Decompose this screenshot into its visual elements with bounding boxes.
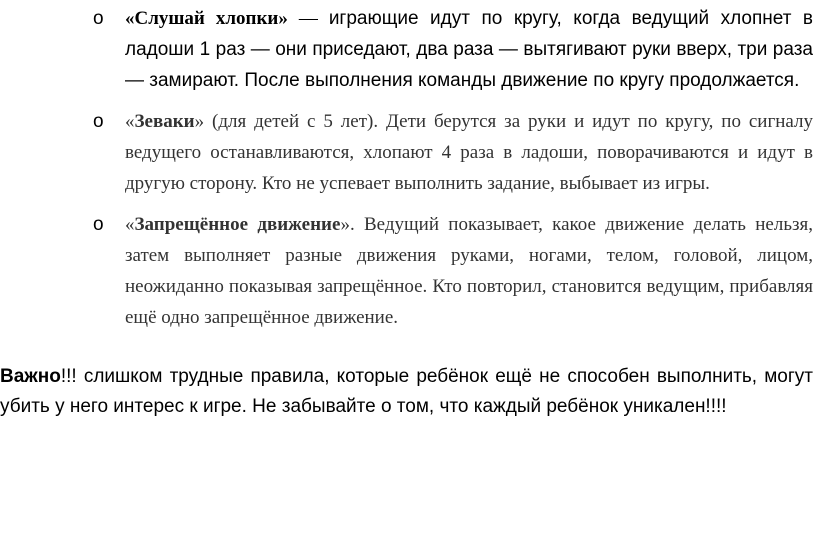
- bullet-marker: o: [93, 8, 104, 29]
- important-text: слишком трудные правила, которые ребёнок ещё не способен выполнить, могут убить у него интерес к игре. Не забывайте о том, что каждый ребёнок уникален!!!!: [0, 366, 813, 417]
- game-description: (для детей с 5 лет). Дети берутся за руки и идут по кругу, по сигналу ведущего останавливаются, хлопают 4 раза в ладоши, поворачиваются и идут в другую сторону. Кто не успевает выполнить задание, выбывает из игры.: [125, 111, 813, 194]
- quote-open: «: [125, 111, 135, 132]
- quote-open: «: [125, 214, 135, 235]
- list-item-text: [125, 3, 813, 96]
- list-item-text: [125, 106, 813, 199]
- game-title: Зеваки: [134, 111, 195, 132]
- game-rules-list: [0, 3, 816, 343]
- list-item: [0, 3, 816, 96]
- bullet-marker: o: [93, 214, 104, 235]
- dash: —: [287, 8, 329, 29]
- list-item: [0, 106, 816, 199]
- important-label: Важно: [0, 366, 61, 387]
- game-title: «Слушай хлопки»: [125, 8, 288, 29]
- list-item-text: [125, 209, 813, 333]
- important-note: [0, 362, 813, 422]
- game-description: играющие идут по кругу, когда ведущий хлопнет в ладоши 1 раз — они приседают, два раза — вытягивают руки вверх, три раза — замирают. После выполнения команды движение по кругу продолжается.: [125, 8, 813, 91]
- game-title: Запрещённое движение: [134, 214, 341, 235]
- bullet-marker: o: [93, 111, 104, 132]
- list-item: [0, 209, 816, 333]
- game-description: . Ведущий показывает, какое движение делать нельзя, затем выполняет разные движения руками, ногами, телом, головой, лицом, неожиданно показывая запрещённое. Кто повторил, становится ведущим, прибавляя ещё одно запрещённое движение.: [125, 214, 813, 328]
- quote-close: »: [340, 214, 350, 235]
- quote-close: »: [194, 111, 205, 132]
- important-exclaim: !!!: [60, 366, 77, 387]
